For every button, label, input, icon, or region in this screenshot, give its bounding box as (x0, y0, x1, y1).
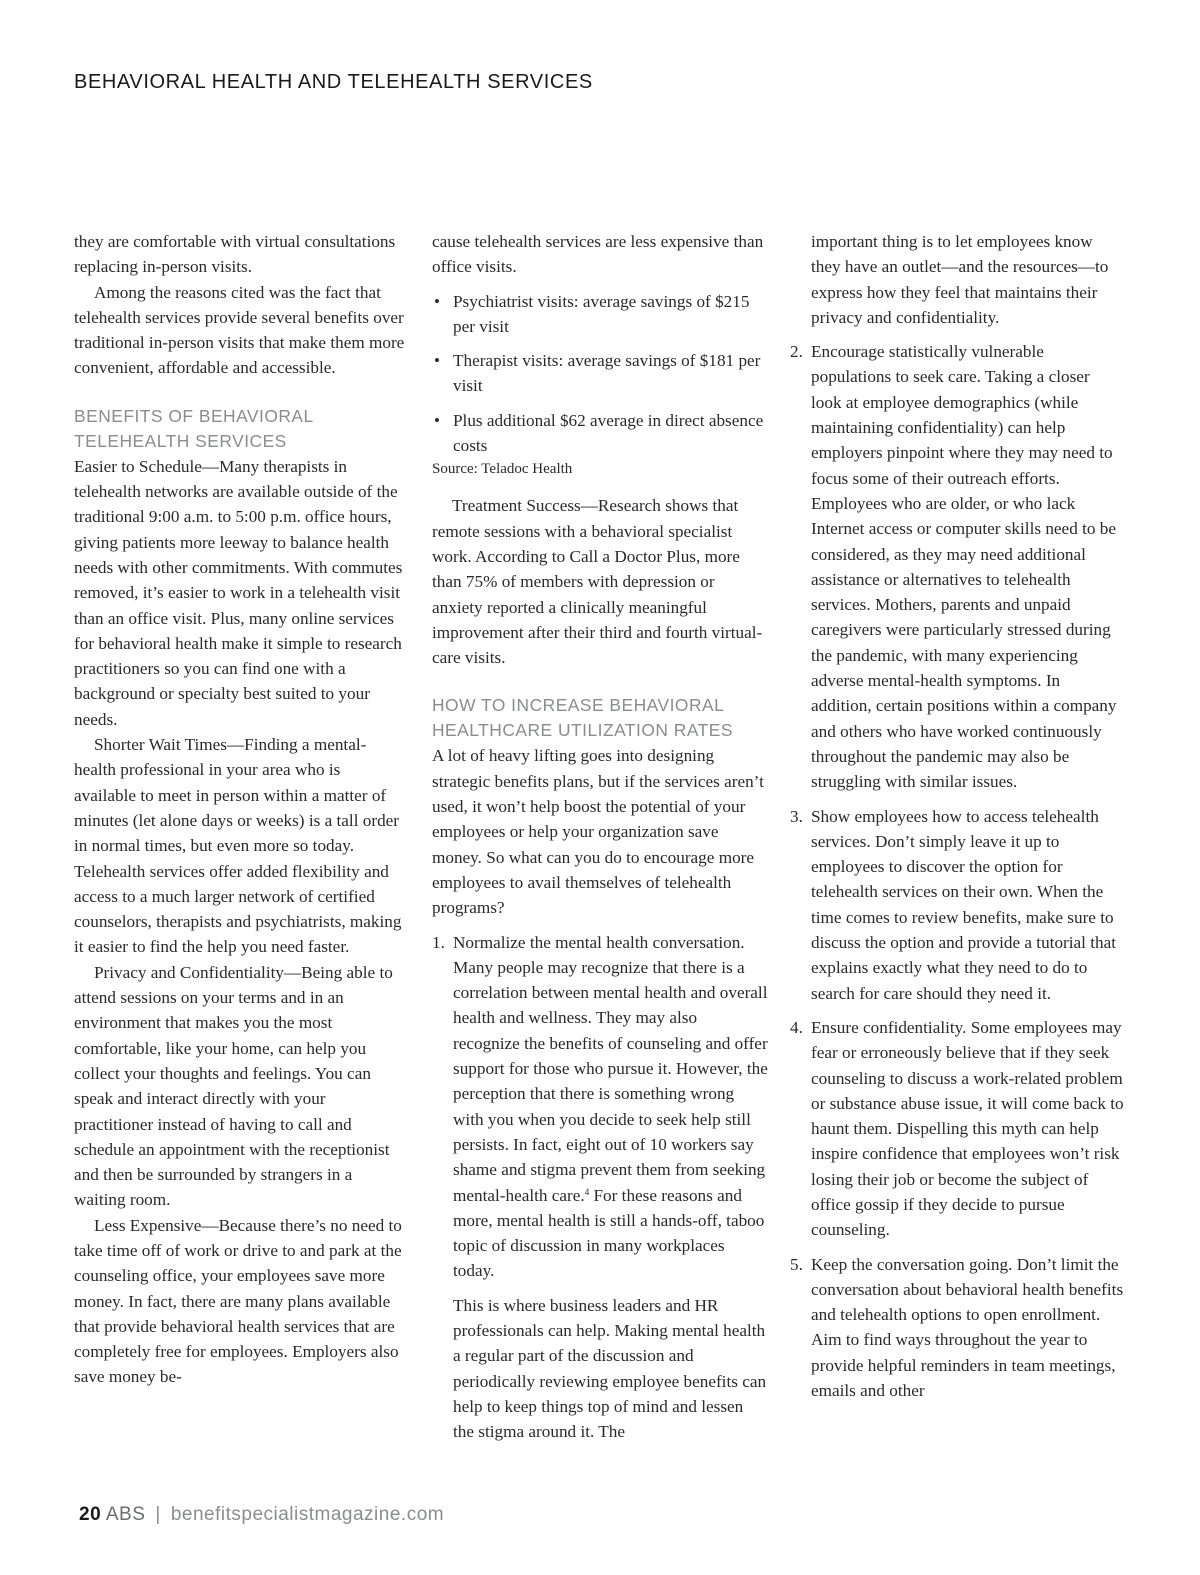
paragraph: Treatment Success—Research shows that remote sessions with a behavioral specialist work. According to Call a Doctor Plus, more than 75% of members with depression or anxiety reported a clinically meaningful improvement after their third and fourth virtual-care visits. (432, 496, 763, 668)
list-number: 1. (432, 932, 445, 952)
bullet-icon: • (434, 410, 440, 430)
column-1 (74, 229, 406, 1390)
paragraph: Privacy and Confidentiality—Being able to attend sessions on your terms and in an environment that makes you the most comfortable, like your home, can help you collect your thoughts and feelings. You can speak and interact directly with your practitioner instead of having to call and schedule an appointment with the receptionist and then be surrounded by strangers in a waiting room. (74, 962, 393, 1210)
list-item: 4. Ensure confidentiality. Some employees may fear or erroneously believe that if they seek counseling to discuss a work-related problem or substance abuse issue, it will come back to haunt them. Dispelling this myth can help inspire confidence that employees won’t risk losing their job or become the subject of office gossip if they decide to pursue counseling. (790, 1015, 1124, 1243)
list-item: 3. Show employees how to access telehealth services. Don’t simply leave it up to employees to discover the option for telehealth services on their own. When the time comes to review benefits, make sure to discuss the option and provide a tutorial that explains exactly what they need to do to search for care should they need it. (790, 804, 1124, 1006)
paragraph: Shorter Wait Times—Finding a mental-health professional in your area who is available to meet in person within a matter of minutes (let alone days or weeks) is a tall order in normal times, but even more so today. Telehealth services offer added flexibility and access to a much larger network of certified counselors, therapists and psychiatrists, making it easier to find the help you need faster. (74, 735, 402, 957)
website-url: benefitspecialistmagazine.com (170, 1504, 445, 1525)
list-item: 2. Encourage statistically vulnerable populations to seek care. Taking a closer look at employee demographics (while maintaining confidentiality) can help employers pinpoint where they may need to focus some of their outreach efforts. Employees who are older, or who lack Internet access or computer skills need to be considered, as they may need additional assistance or alternatives to telehealth services. Mothers, parents and unpaid caregivers were particularly stressed during the pandemic, with many experiencing adverse mental-health symptoms. In addition, certain positions within a company and others who have worked continuously throughout the pandemic may also be struggling with similar issues. (790, 339, 1124, 794)
numbered-list (432, 930, 768, 1445)
paragraph: they are comfortable with virtual consultations replacing in-person visits. (74, 232, 396, 277)
list-number: 2. (790, 342, 803, 362)
footnote-ref: 4 (584, 1186, 590, 1197)
list-number: 5. (790, 1254, 803, 1274)
footer-separator: | (155, 1504, 161, 1525)
paragraph: A lot of heavy lifting goes into designing strategic benefits plans, but if the services aren’t used, it won’t help boost the potential of your employees or help your organization save money. So what can you do to encourage more employees to avail themselves of telehealth programs? (432, 746, 764, 918)
magazine-name: ABS (105, 1504, 146, 1525)
paragraph: Among the reasons cited was the fact that telehealth services provide several benefits over traditional in-person visits that make them more convenient, affordable and accessible. (74, 282, 405, 378)
list-item: • Psychiatrist visits: average savings of $215 per visit (432, 289, 768, 340)
source-note: Source: Teladoc Health (432, 461, 573, 478)
paragraph: cause telehealth services are less expensive than office visits. (432, 232, 764, 277)
list-item: • Plus additional $62 average in direct absence costs (432, 408, 768, 459)
savings-list (432, 289, 768, 459)
list-item: • Therapist visits: average savings of $181 per visit (432, 348, 768, 399)
bullet-icon: • (434, 291, 440, 311)
column-2 (432, 229, 768, 1444)
page-number: 20 (79, 1504, 102, 1525)
list-item: important thing is to let employees know they have an outlet—and the resources—to express how they feel that maintains their privacy and confidentiality. (811, 232, 1109, 327)
list-number: 4. (790, 1017, 803, 1037)
section-heading: BENEFITS OF BEHAVIORAL TELEHEALTH SERVICES (74, 405, 314, 451)
page-footer (79, 1504, 444, 1526)
bullet-icon: • (434, 351, 440, 371)
column-3 (790, 229, 1124, 1403)
running-header: BEHAVIORAL HEALTH AND TELEHEALTH SERVICES (74, 71, 593, 93)
paragraph: Less Expensive—Because there’s no need to take time off of work or drive to and park at the counseling office, your employees save more money. In fact, there are many plans available that provide behavioral health services that are completely free for employees. Employers also save money be- (74, 1215, 402, 1387)
list-item: 5. Keep the conversation going. Don’t limit the conversation about behavioral health benefits and telehealth options to open enrollment. Aim to find ways throughout the year to provide helpful reminders in team meetings, emails and other (790, 1252, 1124, 1404)
numbered-list (790, 229, 1124, 1403)
list-item: 1. Normalize the mental health conversation. Many people may recognize that there is a correlation between mental health and overall health and wellness. They may also recognize the benefits of counseling and offer support for those who pursue it. However, the perception that there is something wrong with you when you decide to seek help still persists. In fact, eight out of 10 workers say shame and stigma prevent them from seeking mental-health care.$^4$ For these reasons and more, mental health is still a hands-off, taboo topic of discussion in many workplaces today. This is where business leaders and HR professionals can help. Making mental health a regular part of the discussion and periodically reviewing employee benefits can help to keep things top of mind and lessen the stigma around it. The (432, 930, 768, 1445)
section-heading: HOW TO INCREASE BEHAVIORAL HEALTHCARE UTILIZATION RATES (432, 695, 733, 741)
list-number: 3. (790, 806, 803, 826)
paragraph: Easier to Schedule—Many therapists in telehealth networks are available outside of the traditional 9:00 a.m. to 5:00 p.m. office hours, giving patients more leeway to balance health needs with other commitments. With commutes removed, it’s easier to work in a telehealth visit than an office visit. Plus, many online services for behavioral health make it simple to research practitioners so you can find one with a background or specialty best suited to your needs. (74, 456, 403, 729)
paragraph: This is where business leaders and HR professionals can help. Making mental health a regular part of the discussion and periodically reviewing employee benefits can help to keep things top of mind and lessen the stigma around it. The (453, 1295, 767, 1442)
